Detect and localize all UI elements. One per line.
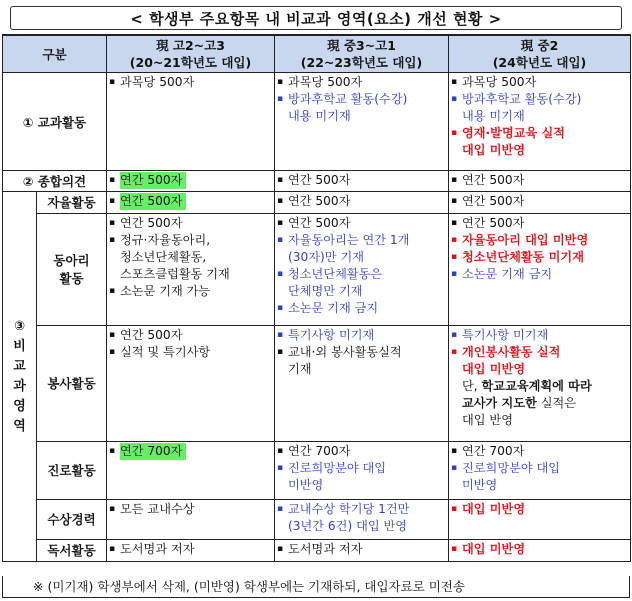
cell xyxy=(449,326,631,442)
list-item: ▪ 특기사항 미기재 xyxy=(277,327,446,344)
cell xyxy=(275,214,449,326)
header-col-1-line2: (20~21학년도 대입) xyxy=(129,55,252,70)
comparison-table xyxy=(2,34,631,562)
row-label-career: 진로활동 xyxy=(37,442,107,500)
cell xyxy=(449,500,631,540)
row-label-volunteer: 봉사활동 xyxy=(37,326,107,442)
header-col-1 xyxy=(107,35,275,73)
cell xyxy=(275,192,449,214)
cell xyxy=(275,73,449,171)
cell xyxy=(107,171,275,192)
list-item: ▪ 연간 700자 xyxy=(451,443,628,460)
row-label-awards: 수상경력 xyxy=(37,500,107,540)
list-item: ▪ 실적 및 특기사항 xyxy=(109,344,272,361)
cell xyxy=(107,540,275,562)
list-item xyxy=(451,125,628,159)
row-label-autonomy: 자율활동 xyxy=(37,192,107,214)
list-item xyxy=(451,378,628,429)
cell xyxy=(275,171,449,192)
list-item: ▪ 모든 교내수상 xyxy=(109,501,272,518)
list-item: ▪ 연간 500자 xyxy=(109,215,272,232)
list-item xyxy=(277,91,446,125)
cell xyxy=(449,540,631,562)
text: 내용 미기재 xyxy=(288,109,351,123)
text: 정규·자율동아리, xyxy=(120,233,211,247)
table-row xyxy=(3,171,631,192)
list-item xyxy=(109,172,272,189)
header-category: 구분 xyxy=(3,35,107,73)
highlight: 연간 500자 xyxy=(120,172,186,189)
list-item xyxy=(277,266,446,300)
text: 실적은 xyxy=(536,396,577,410)
header-col-3 xyxy=(449,35,631,73)
text: 교내수상 학기당 1건만 xyxy=(288,502,410,516)
cell xyxy=(275,500,449,540)
list-item: ▪ 청소년단체활동 미기재 xyxy=(451,249,628,266)
list-item: ▪ 연간 500자 xyxy=(451,172,628,189)
cell xyxy=(107,442,275,500)
list-item: ▪ 소논문 기재 금지 xyxy=(277,300,446,317)
text: 동아리 xyxy=(53,252,90,268)
text: 진로희망분야 대입 xyxy=(462,461,561,475)
list-item xyxy=(109,193,272,210)
list-item xyxy=(451,344,628,378)
row-label-subject: ① 교과활동 xyxy=(3,73,107,171)
table-row xyxy=(3,540,631,562)
list-item xyxy=(277,460,446,494)
highlight: 연간 700자 xyxy=(120,443,186,460)
row-label-club xyxy=(37,214,107,326)
cell xyxy=(107,73,275,171)
highlight: 연간 500자 xyxy=(120,193,186,210)
list-item: ▪ 소논문 기재 가능 xyxy=(109,283,272,300)
cell xyxy=(449,171,631,192)
text: 미반영 xyxy=(462,478,498,492)
list-item: ▪ 연간 500자 xyxy=(451,193,628,210)
cell xyxy=(275,540,449,562)
text: 미반영 xyxy=(288,478,324,492)
cell xyxy=(107,500,275,540)
header-row xyxy=(3,35,631,73)
vert-char: 영 xyxy=(13,398,26,414)
list-item: ▪ 특기사항 미기재 xyxy=(451,327,628,344)
page-title: < 학생부 주요항목 내 비교과 영역(요소) 개선 현황 > xyxy=(10,6,622,30)
vert-char: 역 xyxy=(13,418,26,434)
text: 진로희망분야 대입 xyxy=(288,461,387,475)
table-row xyxy=(3,326,631,442)
list-item xyxy=(109,443,272,460)
text: 자율동아리는 연간 1개 xyxy=(288,233,410,247)
cell xyxy=(449,214,631,326)
text: 대입 미반영 xyxy=(462,362,526,376)
header-col-1-line1: 現 고2~고3 xyxy=(156,38,225,53)
cell xyxy=(449,73,631,171)
text: 대입 미반영 xyxy=(462,143,526,157)
list-item: ▪ 과목당 500자 xyxy=(277,74,446,91)
list-item: ▪ 대입 미반영 xyxy=(451,501,628,518)
header-col-3-line1: 現 중2 xyxy=(520,38,559,53)
list-item: ▪ 자율동아리 대입 미반영 xyxy=(451,232,628,249)
cell xyxy=(107,192,275,214)
footnote: ※ (미기재) 학생부에서 삭제, (미반영) 학생부에는 기재하되, 대입자료로 미전송 xyxy=(2,576,630,598)
row-label-reading: 독서활동 xyxy=(37,540,107,562)
text: 교내·외 봉사활동실적 xyxy=(288,345,402,359)
text: 대입 반영 xyxy=(462,413,513,427)
cell xyxy=(275,442,449,500)
vert-char: ③ xyxy=(13,318,25,334)
list-item xyxy=(451,91,628,125)
header-col-2 xyxy=(275,35,449,73)
cell xyxy=(449,192,631,214)
table-row xyxy=(3,442,631,500)
text: 방과후학교 활동(수강) xyxy=(462,92,582,106)
list-item: ▪ 연간 500자 xyxy=(277,215,446,232)
list-item xyxy=(277,232,446,266)
cell xyxy=(275,326,449,442)
table-row xyxy=(3,73,631,171)
text: 방과후학교 활동(수강) xyxy=(288,92,408,106)
text: 교사가 지도한 xyxy=(462,396,537,410)
text: 내용 미기재 xyxy=(462,109,525,123)
list-item xyxy=(277,501,446,535)
text: (3년간 6건) 대입 반영 xyxy=(288,519,408,533)
list-item: ▪ 도서명과 저자 xyxy=(109,541,272,558)
list-item: ▪ 연간 500자 xyxy=(451,215,628,232)
header-col-2-line2: (22~23학년도 대입) xyxy=(300,55,423,70)
list-item: ▪ 도서명과 저자 xyxy=(277,541,446,558)
text: 단, xyxy=(462,379,482,393)
text: 단체명만 기재 xyxy=(288,284,363,298)
vert-char: 교 xyxy=(13,358,26,374)
table-row xyxy=(3,214,631,326)
vert-char: 과 xyxy=(13,378,26,394)
list-item: ▪ 과목당 500자 xyxy=(109,74,272,91)
text: (30자)만 기재 xyxy=(288,250,364,264)
list-item: ▪ 소논문 기재 금지 xyxy=(451,266,628,283)
header-col-3-line2: (24학년도 대입) xyxy=(492,55,587,70)
cell xyxy=(107,326,275,442)
list-item: ▪ 연간 500자 xyxy=(277,193,446,210)
table-row xyxy=(3,500,631,540)
text: 기재 xyxy=(288,362,312,376)
text: 학교교육계획에 따라 xyxy=(481,379,592,393)
header-col-2-line1: 現 중3~고1 xyxy=(327,38,396,53)
text: 개인봉사활동 실적 xyxy=(462,345,561,359)
list-item: ▪ 대입 미반영 xyxy=(451,541,628,558)
list-item: ▪ 연간 500자 xyxy=(109,327,272,344)
row-label-opinion: ② 종합의견 xyxy=(3,171,107,192)
list-item xyxy=(277,344,446,378)
list-item: ▪ 연간 700자 xyxy=(277,443,446,460)
text: 활동 xyxy=(59,270,84,286)
text: 청소년단체활동, xyxy=(120,250,207,264)
table-row xyxy=(3,192,631,214)
row-label-extracurricular xyxy=(3,192,37,562)
list-item: ▪ 과목당 500자 xyxy=(451,74,628,91)
cell xyxy=(107,214,275,326)
cell xyxy=(449,442,631,500)
list-item xyxy=(109,232,272,283)
text: 청소년단체활동은 xyxy=(288,267,383,281)
text: 영재·발명교육 실적 xyxy=(462,126,566,140)
list-item xyxy=(451,460,628,494)
text: 스포츠클럽활동 기재 xyxy=(120,267,230,281)
list-item: ▪ 연간 500자 xyxy=(277,172,446,189)
vert-char: 비 xyxy=(13,338,26,354)
